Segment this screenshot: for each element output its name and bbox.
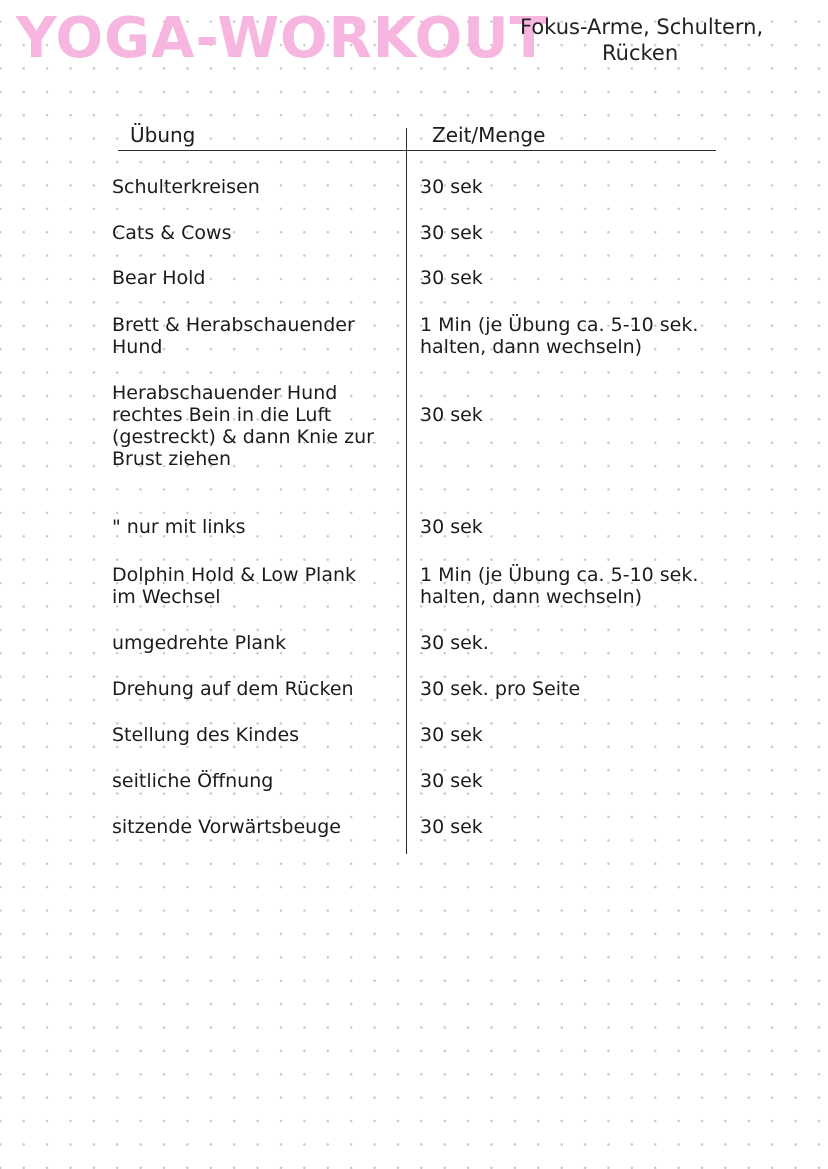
- amount-cell: 30 sek: [420, 176, 483, 198]
- amount-cell: 30 sek: [420, 404, 483, 426]
- amount-cell: 30 sek: [420, 724, 483, 746]
- header-divider: [118, 150, 716, 151]
- exercise-cell: Herabschauender Hund rechtes Bein in die Luft (gestreckt) & dann Knie zur Brust ziehen: [112, 382, 374, 470]
- amount-cell: 1 Min (je Übung ca. 5-10 sek. halten, dann wechseln): [420, 564, 699, 608]
- exercise-cell: umgedrehte Plank: [112, 632, 287, 654]
- focus-note-line-1: Fokus-Arme, Schultern,: [520, 15, 764, 39]
- exercise-cell: Brett & Herabschauender Hund: [112, 314, 355, 358]
- amount-cell: 30 sek: [420, 267, 483, 289]
- exercise-cell: Cats & Cows: [112, 222, 232, 244]
- focus-note-line-2: Rücken: [602, 41, 679, 65]
- exercise-cell: seitliche Öffnung: [112, 770, 274, 792]
- exercise-cell: Dolphin Hold & Low Plank im Wechsel: [112, 564, 357, 608]
- exercise-cell: Bear Hold: [112, 267, 206, 289]
- exercise-cell: " nur mit links: [112, 516, 246, 538]
- amount-cell: 30 sek: [420, 816, 483, 838]
- exercise-cell: sitzende Vorwärtsbeuge: [112, 816, 341, 838]
- amount-cell: 30 sek: [420, 222, 483, 244]
- exercise-cell: Stellung des Kindes: [112, 724, 300, 746]
- amount-cell: 30 sek. pro Seite: [420, 678, 581, 700]
- amount-cell: 1 Min (je Übung ca. 5-10 sek. halten, dann wechseln): [420, 314, 699, 358]
- page-title: YOGA-WORKOUT: [16, 6, 549, 71]
- amount-cell: 30 sek: [420, 516, 483, 538]
- amount-cell: 30 sek.: [420, 632, 489, 654]
- column-header-exercise: Übung: [130, 123, 196, 147]
- column-header-amount: Zeit/Menge: [432, 123, 546, 147]
- exercise-cell: Drehung auf dem Rücken: [112, 678, 354, 700]
- exercise-cell: Schulterkreisen: [112, 176, 260, 198]
- amount-cell: 30 sek: [420, 770, 483, 792]
- column-divider: [406, 128, 407, 854]
